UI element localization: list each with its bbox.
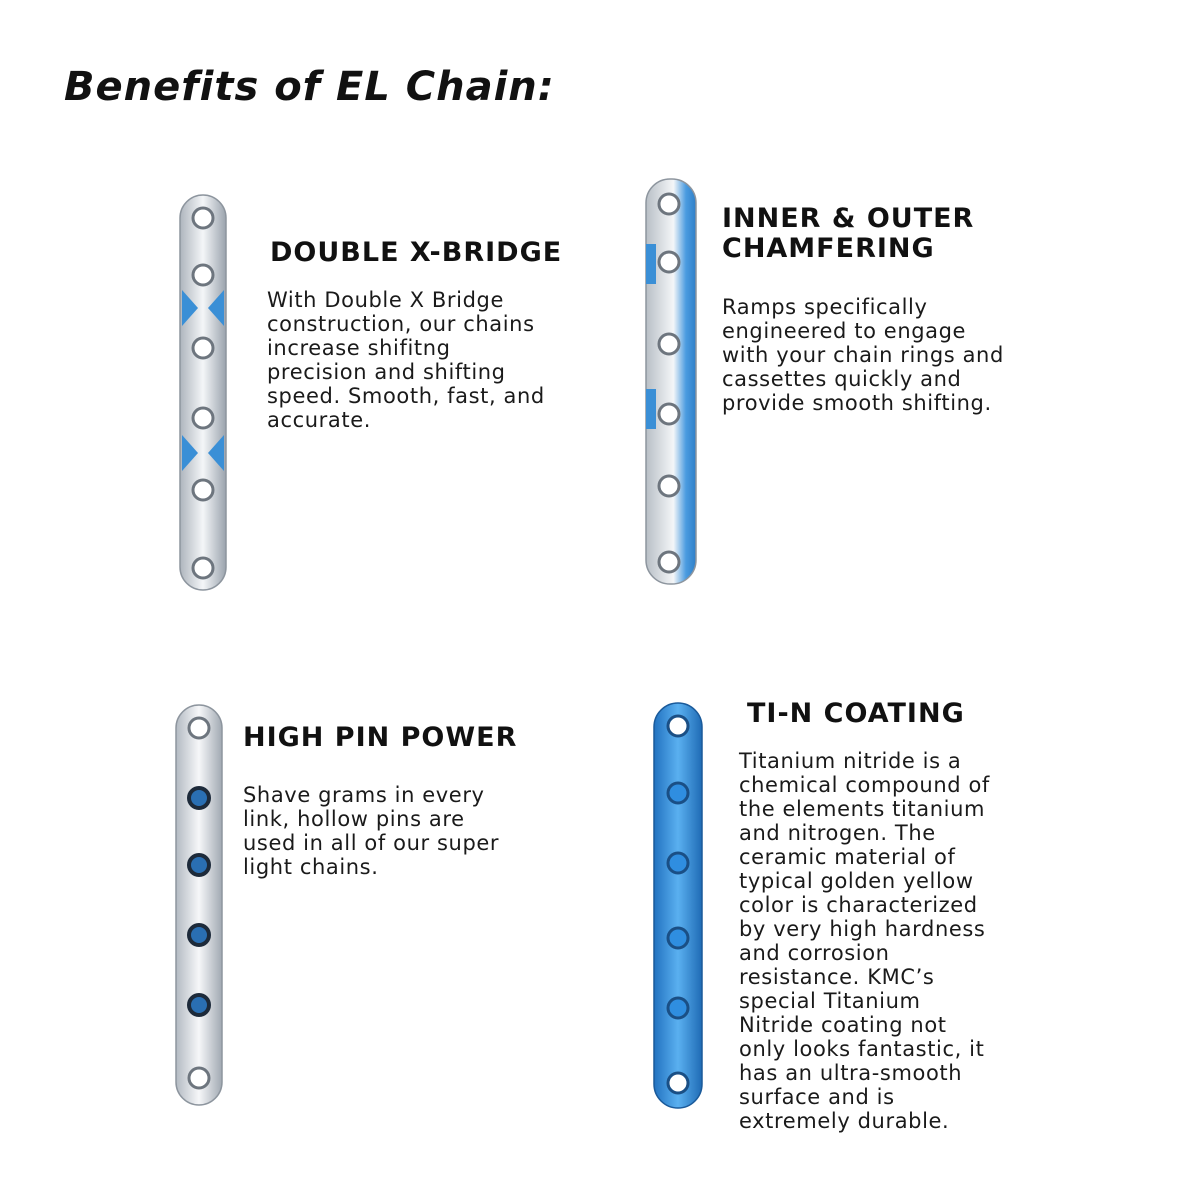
double-x-bridge-title: DOUBLE X-BRIDGE: [270, 237, 563, 268]
double-x-bridge-description: With Double X Bridge construction, our chains increase shifitng precision and shifting speed. Smooth, fast, and accurate.: [267, 288, 545, 432]
ti-n-coating-description: Titanium nitride is a chemical compound of the elements titanium and nitrogen. The ceramic material of typical golden yellow color is characterized by very high hardness and corrosion resistance. KMC’s special Titanium Nitride coating not only looks fantastic, it has an ultra-smooth surface and is extremely durable.: [739, 749, 990, 1133]
inner-outer-chamfering-chain-image: [634, 174, 704, 589]
inner-outer-chamfering-description: Ramps specifically engineered to engage with your chain rings and cassettes quickly and provide smooth shifting.: [722, 295, 1004, 415]
ti-n-coating-title: TI-N COATING: [747, 698, 965, 729]
high-pin-power-chain-image: [164, 700, 234, 1110]
ti-n-coating-chain-image: [642, 698, 712, 1113]
page-title: Benefits of EL Chain:: [64, 64, 555, 110]
high-pin-power-title: HIGH PIN POWER: [243, 722, 518, 753]
inner-outer-chamfering-title: INNER & OUTER CHAMFERING: [722, 203, 975, 264]
double-x-bridge-chain-image: [168, 190, 238, 595]
high-pin-power-description: Shave grams in every link, hollow pins are used in all of our super light chains.: [243, 783, 500, 879]
